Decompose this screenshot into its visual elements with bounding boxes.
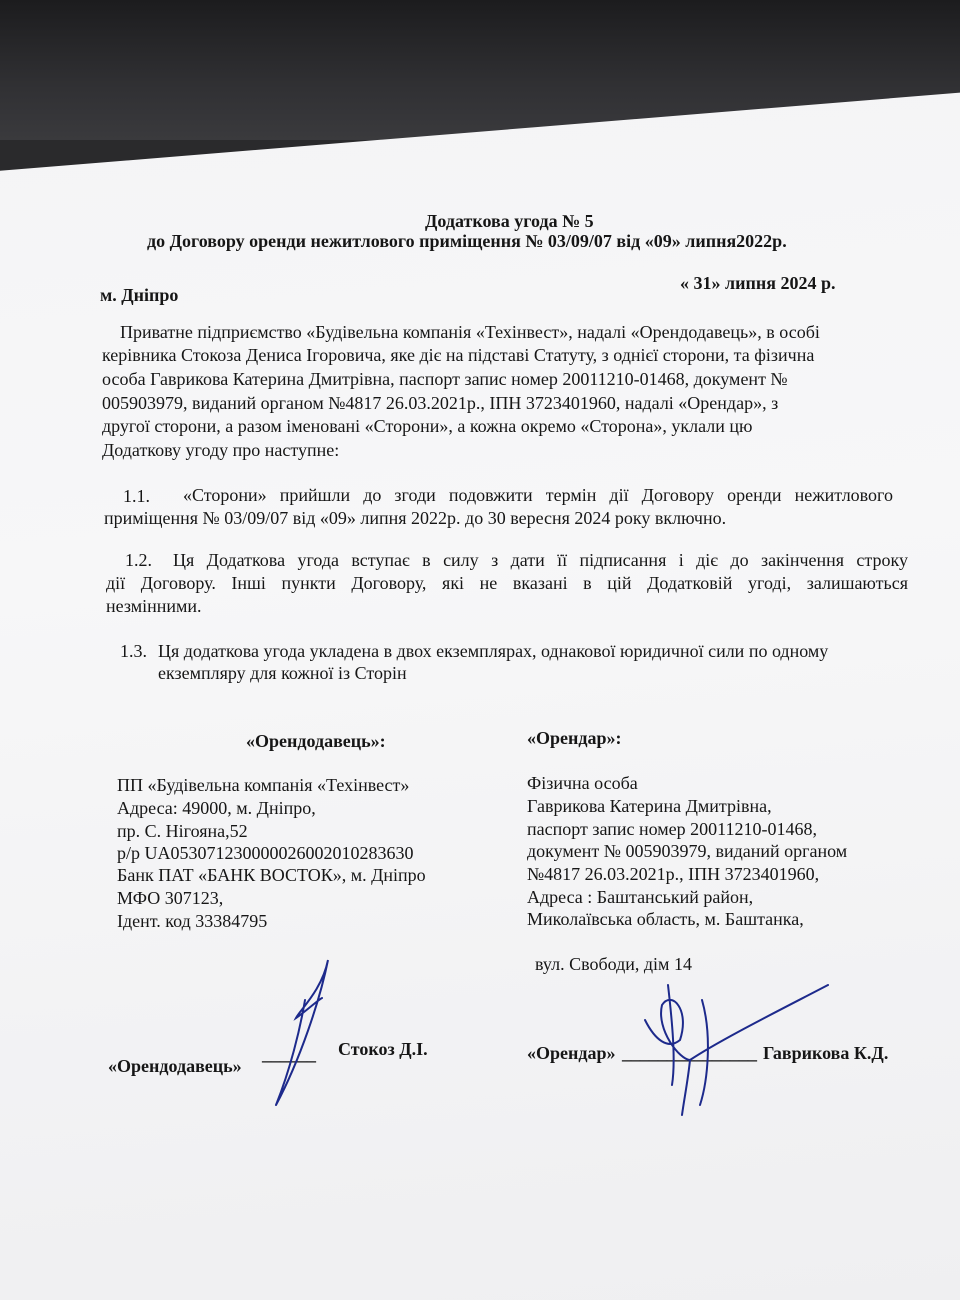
tenant-signature: [645, 985, 828, 1115]
title-line-1: Додаткова угода № 5: [425, 211, 594, 231]
intro-line-2: керівника Стокоза Дениса Ігоровича, яке діє на підставі Статуту, з однієї сторони, та фізична: [102, 345, 815, 365]
clause-1-2-line-2: дії Договору. Інші пункти Договору, які не вказані в цій Додатковій угоді, залишаються: [106, 573, 908, 593]
clause-1-2-line-1: Ця Додаткова угода вступає в силу з дати її підписання і діє до закінчення строку: [173, 550, 908, 570]
landlord-sign-line: ______: [262, 1044, 316, 1064]
clause-1-1-line-1: «Сторони» прийшли до згоди подовжити термін дії Договору оренди нежитлового: [183, 485, 893, 505]
tenant-sign-label: «Орендар»: [527, 1043, 616, 1063]
landlord-sign-name: Стокоз Д.І.: [338, 1039, 428, 1059]
tenant-line: Миколаївська область, м. Баштанка,: [527, 909, 804, 929]
landlord-line: пр. С. Нігояна,52: [117, 821, 248, 841]
tenant-line: №4817 26.03.2021р., ІПН 3723401960,: [527, 864, 820, 884]
date: « 31» липня 2024 р.: [680, 273, 836, 293]
clause-1-3-number: 1.3.: [120, 641, 147, 661]
landlord-sign-label: «Орендодавець»: [108, 1056, 242, 1076]
landlord-line: Ідент. код 33384795: [117, 911, 268, 931]
tenant-sign-name: Гаврикова К.Д.: [763, 1043, 889, 1063]
intro-line-4: 005903979, виданий органом №4817 26.03.2021р., ІПН 3723401960, надалі «Орендар», з: [102, 393, 779, 413]
clause-1-3-line-1: Ця додаткова угода укладена в двох екземплярах, однакової юридичної сили по одному: [158, 641, 829, 661]
clause-1-2-line-3: незмінними.: [106, 596, 202, 616]
intro-line-6: Додаткову угоду про наступне:: [102, 440, 340, 460]
intro-line-3: особа Гаврикова Катерина Дмитрівна, паспорт запис номер 20011210-01468, документ №: [102, 369, 788, 389]
clause-1-2-number-visible: 1.2.: [125, 550, 152, 570]
clause-1-1-number: 1.1.: [123, 486, 150, 506]
tenant-line: Фізична особа: [527, 773, 638, 793]
landlord-line: ПП «Будівельна компанія «Техінвест»: [117, 775, 410, 795]
clause-1-3-line-2: екземпляру для кожної із Сторін: [158, 663, 407, 683]
tenant-line: Гаврикова Катерина Дмитрівна,: [527, 796, 772, 816]
tenant-street: вул. Свободи, дім 14: [535, 954, 692, 974]
tenant-sign-line: _______________: [622, 1043, 757, 1063]
tenant-heading: «Орендар»:: [527, 728, 622, 748]
landlord-signature: [276, 960, 328, 1105]
tenant-line: Адреса : Баштанський район,: [527, 887, 754, 907]
landlord-line: Адреса: 49000, м. Дніпро,: [117, 798, 316, 818]
title-line-2: до Договору оренди нежитлового приміщення № 03/09/07 від «09» липня2022р.: [147, 231, 787, 251]
place: м. Дніпро: [100, 285, 179, 305]
tenant-line: паспорт запис номер 20011210-01468,: [527, 819, 817, 839]
clause-1-1-line-2: приміщення № 03/09/07 від «09» липня 2022р. до 30 вересня 2024 року включно.: [104, 508, 727, 528]
intro-line-5: другої сторони, а разом іменовані «Сторони», а кожна окремо «Сторона», уклали цю: [102, 416, 753, 436]
landlord-line: р/р UA053071230000026002010283630: [117, 843, 414, 863]
landlord-line: МФО 307123,: [117, 888, 224, 908]
intro-line-1: Приватне підприємство «Будівельна компанія «Техінвест», надалі «Орендодавець», в особі: [120, 322, 820, 342]
tenant-line: документ № 005903979, виданий органом: [527, 841, 848, 861]
landlord-heading: «Орендодавець»:: [246, 731, 386, 751]
landlord-line: Банк ПАТ «БАНК ВОСТОК», м. Дніпро: [117, 865, 426, 885]
